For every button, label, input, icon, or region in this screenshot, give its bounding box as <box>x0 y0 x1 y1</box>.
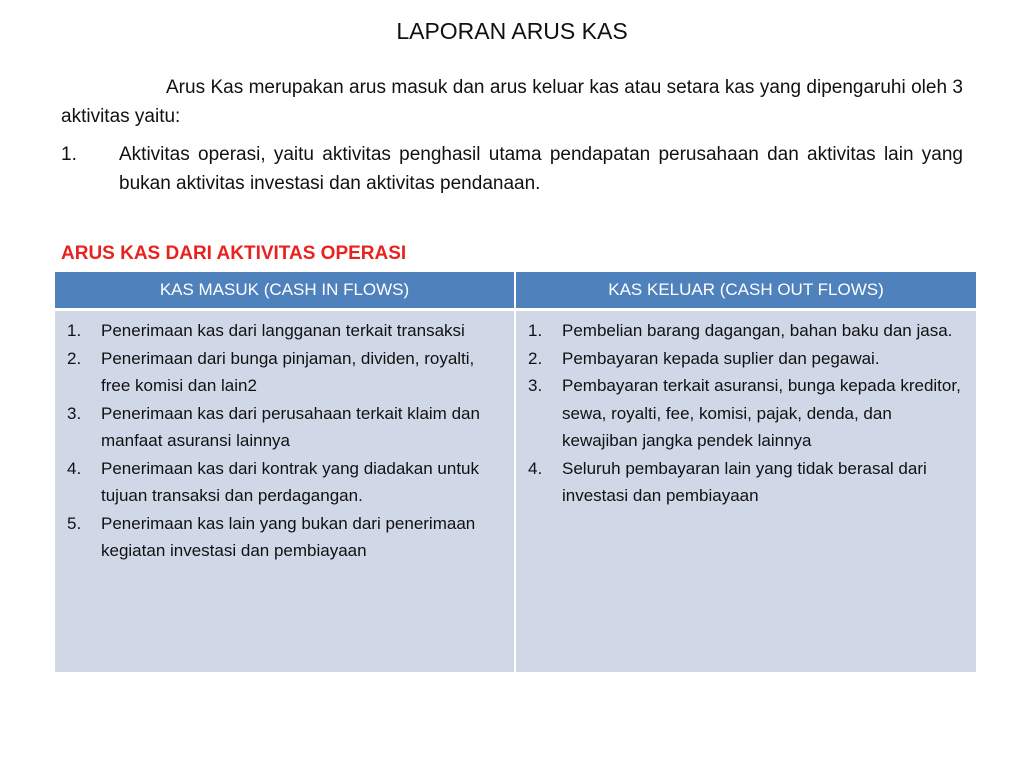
item-text: Pembayaran kepada suplier dan pegawai. <box>562 348 880 368</box>
item-number: 1. <box>528 321 543 340</box>
item-number: 2. <box>67 348 82 368</box>
list-item <box>522 317 968 345</box>
list-item <box>61 317 506 345</box>
list-item <box>61 400 506 455</box>
item-number: 4. <box>67 458 82 478</box>
list-item <box>522 372 968 455</box>
cash-in-list <box>61 317 506 565</box>
intro-paragraph: Arus Kas merupakan arus masuk dan arus keluar kas atau setara kas yang dipengaruhi oleh 3 aktivitas yaitu: <box>61 77 963 127</box>
item-number: 3. <box>528 376 543 395</box>
list-item <box>61 455 506 510</box>
item-text: Penerimaan kas dari kontrak yang diadakan untuk tujuan transaksi dan perdagangan. <box>101 458 480 505</box>
item-text: Pembayaran terkait asuransi, bunga kepada kreditor, sewa, royalti, fee, komisi, pajak, denda, dan kewajiban jangka pendek lainnya <box>562 376 961 450</box>
list-item <box>522 455 968 510</box>
cash-in-cell <box>55 310 515 673</box>
item-number: 1. <box>67 321 82 340</box>
item-text: Seluruh pembayaran lain yang tidak berasal dari investasi dan pembiayaan <box>562 458 927 505</box>
header-cash-out: KAS KELUAR (CASH OUT FLOWS) <box>515 272 976 310</box>
list-item <box>522 345 968 373</box>
cash-out-list <box>522 317 968 510</box>
item-number: 2. <box>528 348 543 368</box>
item-number: 3. <box>67 403 82 423</box>
item-text: Pembelian barang dagangan, bahan baku dan jasa. <box>562 321 953 340</box>
item-text: Penerimaan kas dari langganan terkait transaksi <box>101 321 465 340</box>
item-number: 4. <box>528 458 543 478</box>
cash-flow-table <box>55 272 976 672</box>
cash-out-cell <box>515 310 976 673</box>
slide-title: LAPORAN ARUS KAS <box>396 18 628 44</box>
list-item <box>61 345 506 400</box>
point-number: 1. <box>61 144 77 165</box>
item-number: 5. <box>67 513 82 533</box>
numbered-point <box>61 140 963 198</box>
item-text: Penerimaan kas lain yang bukan dari penerimaan kegiatan investasi dan pembiayaan <box>101 513 476 560</box>
item-text: Penerimaan kas dari perusahaan terkait klaim dan manfaat asuransi lainnya <box>101 403 480 450</box>
point-text: Aktivitas operasi, yaitu aktivitas penghasil utama pendapatan perusahaan dan aktivitas lain yang bukan aktivitas investasi dan aktivitas pendanaan. <box>119 144 963 194</box>
list-item <box>61 510 506 565</box>
table-header-row <box>55 272 976 310</box>
table-body-row <box>55 310 976 673</box>
header-cash-in: KAS MASUK (CASH IN FLOWS) <box>55 272 515 310</box>
section-heading: ARUS KAS DARI AKTIVITAS OPERASI <box>61 243 407 264</box>
item-text: Penerimaan dari bunga pinjaman, dividen, royalti, free komisi dan lain2 <box>101 348 475 395</box>
